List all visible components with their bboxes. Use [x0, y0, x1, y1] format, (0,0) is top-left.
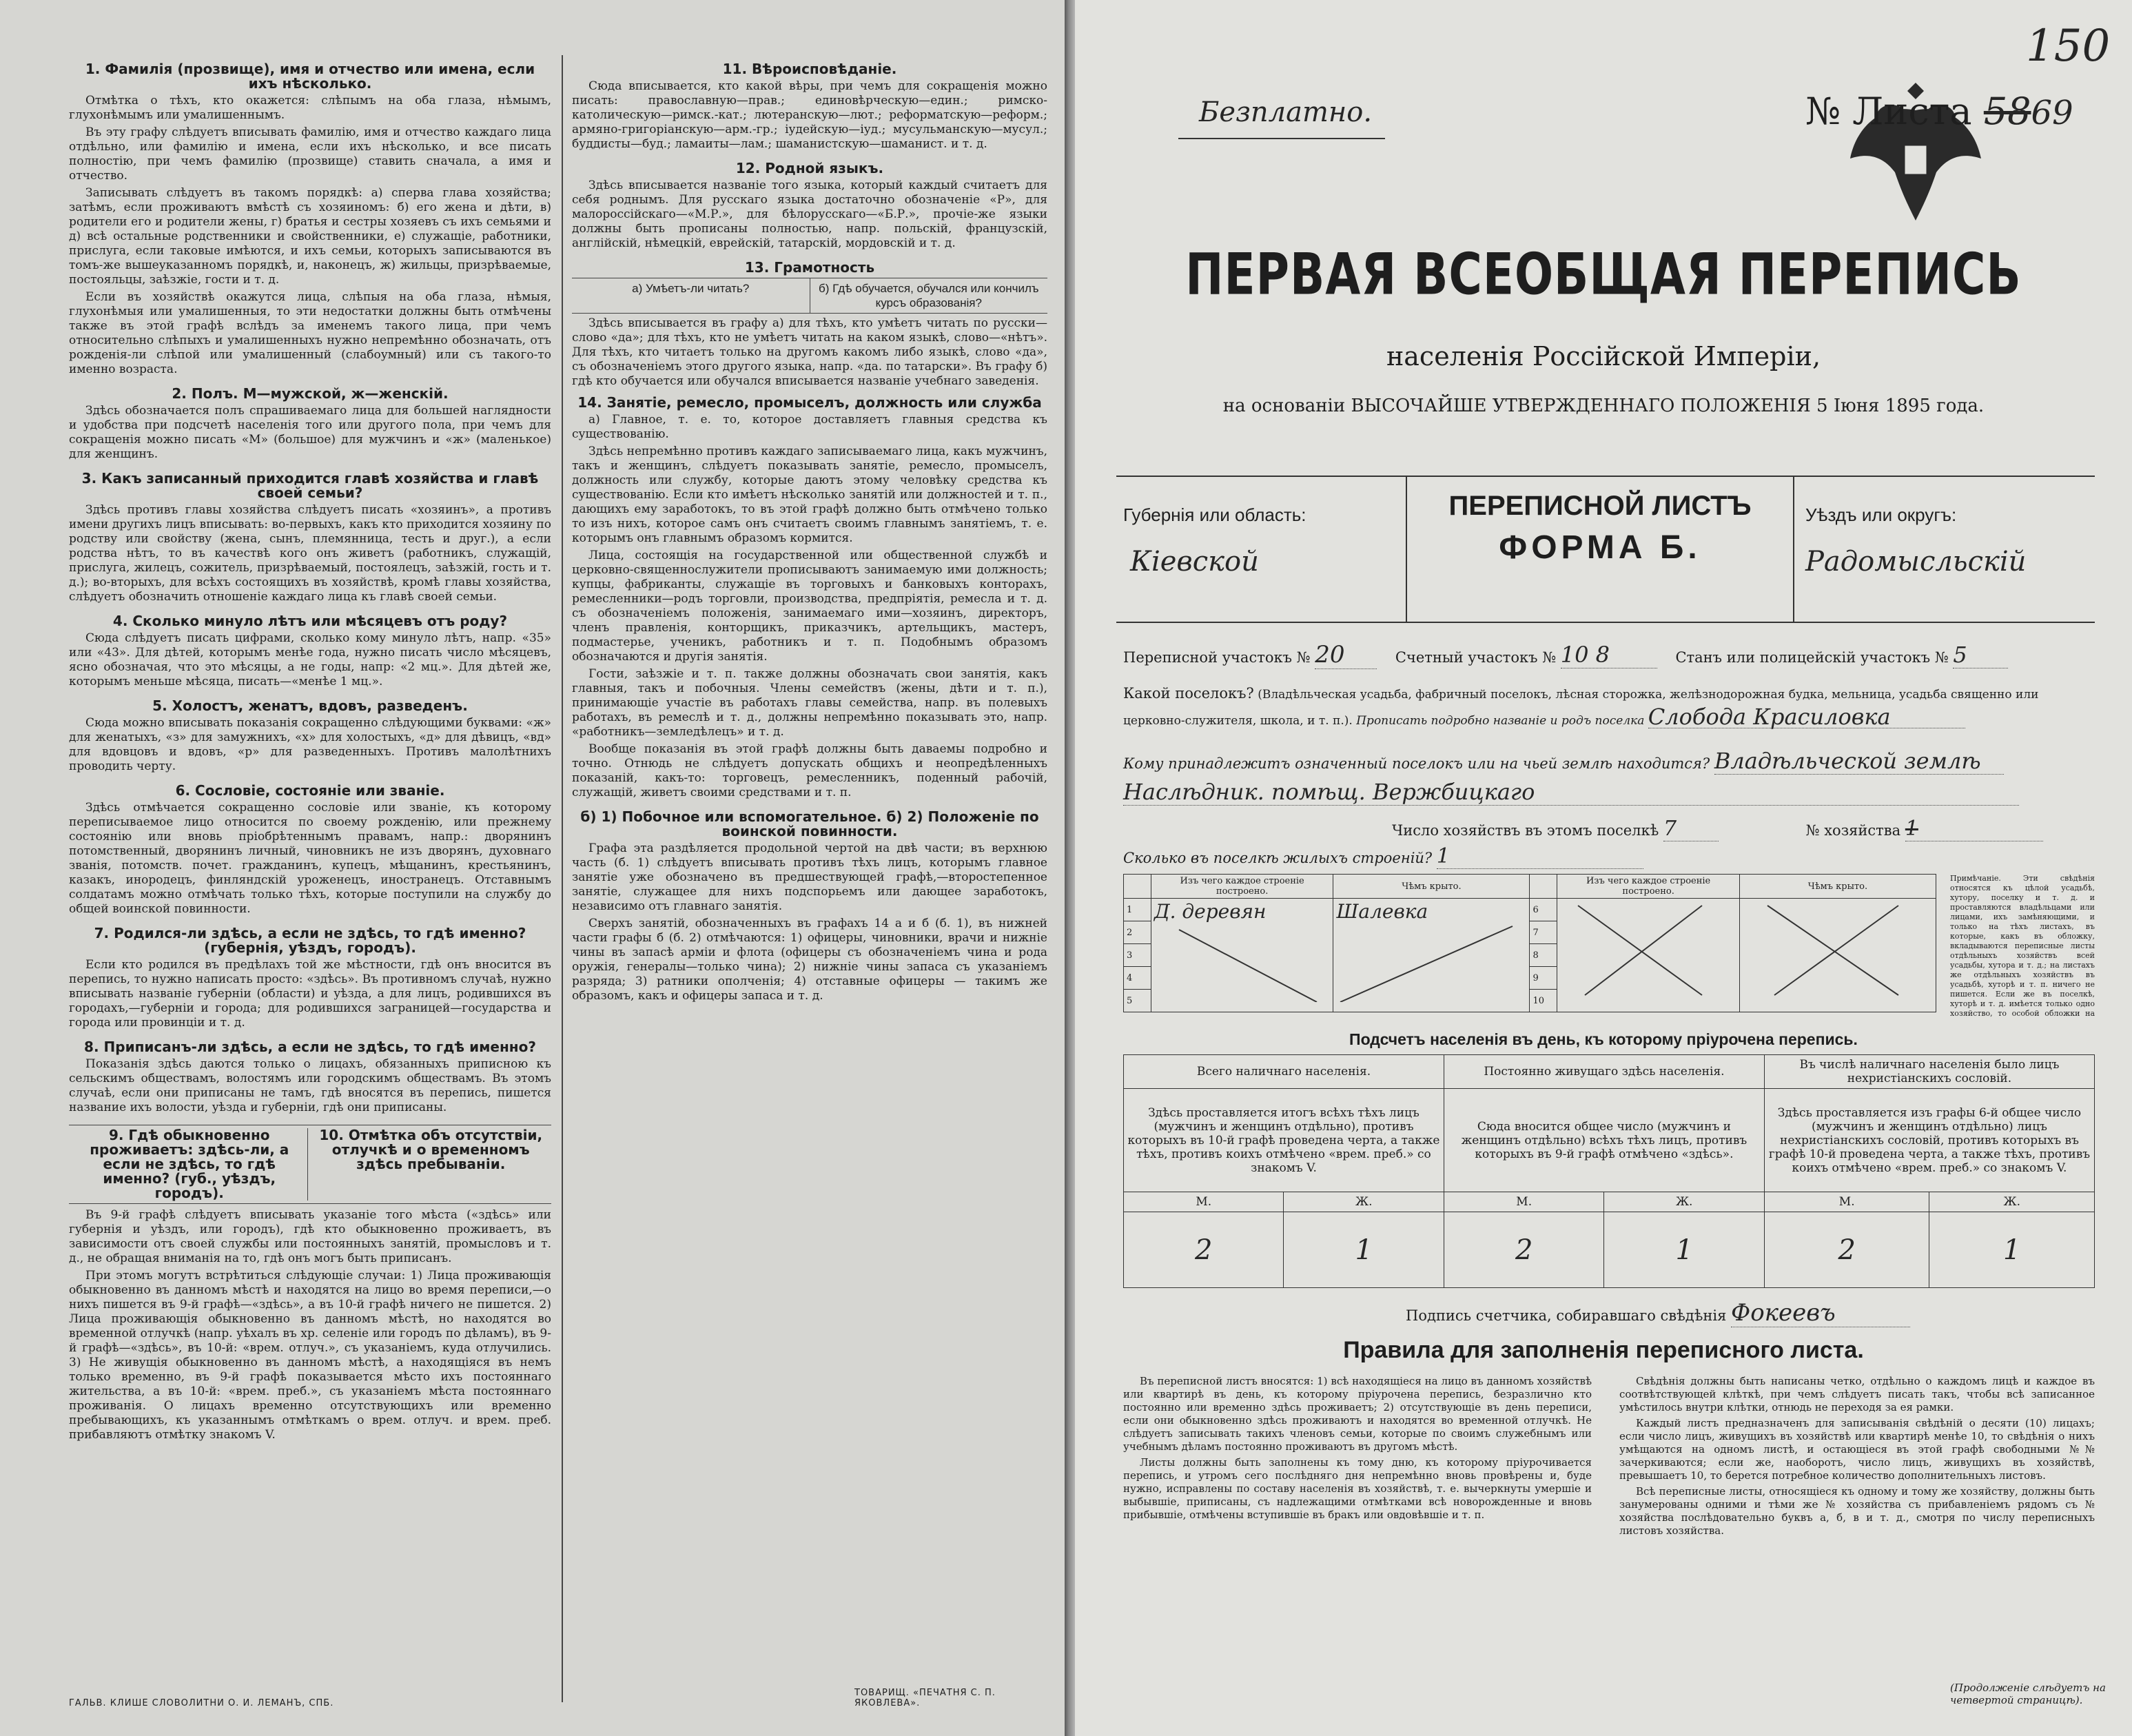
instruction-paragraph: Графа эта раздѣляется продольной чертой на двѣ части; въ верхнюю часть (б. 1) слѣдуетъ вписывать противъ тѣхъ лицъ, которымъ главное занятіе уже обозначено въ предшествующей графѣ,—второстепенное занятіе, служащее для нихъ подспорьемъ или дающее заработокъ, независимо отъ главнаго занятія.: [572, 841, 1047, 913]
row-num: 5: [1124, 990, 1151, 1012]
row-num: 7: [1530, 921, 1557, 944]
instruction-paragraph: Сюда вписывается, кто какой вѣры, при чемъ для сокращенія можно писать: православную—прав.; единовѣрческую—един.; римско-католическую—римск.-кат.; лютеранскую—лют.; реформатскую—реформ.; армяно-григоріанскую—арм.-гр.; іудейскую—іуд.; мусульманскую—мусул.; буддисты—буд.; ламаиты—лам.; шаманистскую—шаманист. и т. д.: [572, 79, 1047, 151]
population-table: [1123, 1054, 2095, 1288]
th-num-1: [1124, 875, 1151, 899]
row-num: 10: [1530, 990, 1557, 1012]
settlement-label: Какой поселокъ?: [1123, 685, 1254, 702]
owner-row: [1123, 748, 2088, 775]
material-cell: [1151, 899, 1333, 1012]
instruction-paragraph: Записывать слѣдуетъ въ такомъ порядкѣ: а) сперва глава хозяйства; затѣмъ, если проживаютъ вмѣстѣ съ хозяиномъ: б) его жена и дѣти, в) родители его и родители жены, г) братья и сестры хозяевъ съ ихъ семьями и д) всѣ остальные родственники и свойственники, е) служащіе, работники, прислуга, если таковые имѣются, и ихъ семьи, которыхъ записываются въ томъ-же вышеуказанномъ порядкѣ, и, наконецъ, ж) жильцы, призрѣваемые, постояльцы, заѣзжіе, гости и т. д.: [69, 186, 551, 287]
total-male: 2: [1124, 1212, 1284, 1288]
split-heading-b: 10. Отмѣтка объ отсутствіи, отлучкѣ и о временномъ здѣсь пребываніи.: [319, 1127, 543, 1172]
province-value: Кіевской: [1130, 546, 1259, 578]
instruction-title: 11. Вѣроисповѣданіе.: [722, 61, 897, 77]
row-num: 8: [1530, 944, 1557, 967]
imprint-left: ГАЛЬВ. КЛИШЕ СЛОВОЛИТНИ О. И. ЛЕМАНЪ, СПБ.: [69, 1698, 334, 1708]
signature-value: Фокеевъ: [1731, 1299, 1910, 1327]
roof-value: Шалевка: [1336, 900, 1428, 923]
total-female: 1: [1284, 1212, 1444, 1288]
book-gutter: [1065, 0, 1075, 1736]
instruction-title: б) 1) Побочное или вспомогательное. б) 2) Положеніе по воинской повинности.: [580, 808, 1039, 839]
instruction-paragraph: Лица, состоящія на государственной или общественной службѣ и церковно-священнослужители прописываютъ занимаемую ими должность; купцы, фабриканты, служащіе въ торговыхъ и банковыхъ конторахъ, ремесленники—родъ торговли, производства, предпріятія, ремесла и т. д. съ обозначеніемъ положенія, занимаемаго ими—хозяинъ, директоръ, членъ правленія, конторщикъ, приказчикъ, артельщикъ, мастеръ, подмастерье, ученикъ, работникъ и т. п. Подобнымъ образомъ обозначаются и другія занятія.: [572, 549, 1047, 664]
instruction-title: 8. Приписанъ-ли здѣсь, а если не здѣсь, то гдѣ именно?: [84, 1039, 536, 1055]
instruction-paragraph: Здѣсь вписывается въ графу а) для тѣхъ, кто умѣетъ читать по русски—слово «да»; для тѣхъ, кто не умѣетъ читать на каком языкѣ, слово—«нѣтъ». Для тѣхъ, кто читаетъ только на другомъ какомъ либо языкѣ, слово «да», съ обозначеніемъ этого другого языка, напр. «да. по татарски». Въ графу б) гдѣ кто обучается или обучался вписывается названіе учебнаго заведенія.: [572, 316, 1047, 388]
counting-plot-value: 10 8: [1561, 642, 1657, 668]
rules-paragraph: Листы должны быть заполнены къ тому дню, къ которому пріурочивается перепись, и утромъ сего послѣдняго дня непремѣнно вновь провѣрены и, буде нужно, исправлены по составу населенія въ хозяйствѣ, т. е. вычеркнуты умершіе и выбывшіе, приписаны, съ надлежащими отмѣтками всѣ новорожденные и вновь прибывшіе, отмѣчены вступившіе въ бракъ или овдовѣвшіе и т. п.: [1123, 1456, 1592, 1521]
owner-value: Владѣльческой землѣ: [1714, 748, 2004, 775]
instruction-paragraph: Гости, заѣзжіе и т. п. также должны обозначать свои занятія, какъ главныя, такъ и побочныя. Члены семействъ (жены, дѣти и т. п.), принимающіе участіе въ работахъ главы семейства, напр. въ полевыхъ работахъ, въ ремеслѣ и т. д., должны непремѣнно показывать это, напр. «работникъ—земледѣлецъ» и т. д.: [572, 667, 1047, 739]
household-no-label: № хозяйства: [1805, 822, 1901, 839]
th-roof-2: Чѣмъ крыто.: [1739, 875, 1936, 899]
row-num: 3: [1124, 944, 1151, 967]
row-num: 2: [1124, 921, 1151, 944]
pop-head-2: Постоянно живущаго здѣсь населенія.: [1444, 1055, 1764, 1089]
instruction-title: 3. Какъ записанный приходится главѣ хозяйства и главѣ своей семьи?: [81, 470, 539, 501]
th-material-1: Изъ чего каждое строеніе построено.: [1151, 875, 1333, 899]
split-heading: [69, 1125, 551, 1204]
continued-note: (Продолженіе слѣдуетъ на четвертой страницѣ).: [1950, 1682, 2106, 1706]
instruction-paragraph: Здѣсь вписывается названіе того языка, который каждый считаетъ для себя роднымъ. Для русскаго языка достаточно обозначеніе «Р», для малороссійскаго—«М.Р.», для бѣлорусскаго—«Б.Р.», прочіе-же языки должны быть прописаны полностью, напр. польскій, французскій, англійскій, нѣмецкій, еврейскій, татарскій, мордовскій и т. д.: [572, 178, 1047, 250]
th-roof-1: Чѣмъ крыто.: [1333, 875, 1530, 899]
instruction-paragraph: При этомъ могутъ встрѣтиться слѣдующіе случаи: 1) Лица проживающія обыкновенно въ данномъ мѣстѣ и находятся на лицо во время переписи,—о нихъ пишется въ 9-й графѣ—«здѣсь», а въ 10-й графѣ ничего не пишется. 2) Лица проживающія обыкновенно въ данномъ мѣстѣ, но находятся во временной отлучкѣ (напр. уѣхалъ въ хр. селеніе или городъ по дѣламъ), въ 9-й графѣ—«здѣсь», въ 10-й: «врем. отлуч.», съ указаніемъ, куда отлучились. 3) Не живущія обыкновенно въ данномъ мѣстѣ, а находящіяся въ немъ только временно, въ 9-й графѣ показывается мѣсто ихъ постояннаго жительства, а въ 10-й: «врем. преб.», съ указаніемъ мѣста постояннаго проживанія. О лицахъ временно отсутствующихъ или временно пребывающихъ, къ указаннымъ отмѣткамъ о врем. отлуч. и врем. преб. прибавляютъ отмѣтку знакомъ V.: [69, 1269, 551, 1442]
rules-title: Правила для заполненія переписного листа.: [1343, 1337, 1864, 1363]
buildings-table: [1123, 874, 1936, 1012]
instruction-paragraph: Здѣсь отмѣчается сокращенно сословіе или званіе, къ которому переписываемое лицо относится по своему рожденію, или прежнему состоянію или вновь пріобрѣтеннымъ правамъ, напр.: дворянинъ потомственный, дворянинъ личный, чиновникъ не изъ дворянъ, духовнаго званія, потомств. почет. гражданинъ, купецъ, мѣщанинъ, крестьянинъ, казакъ, инородецъ, финляндскій уроженецъ, иностранецъ. Отставнымъ солдатамъ можно отмѣчать только тѣхъ, которые поступили на службу до общей воинской повинности.: [69, 801, 551, 916]
settlement-value: Слобода Красиловка: [1648, 706, 1965, 728]
signature-row: [1406, 1299, 1910, 1327]
th-material-2: Изъ чего каждое строеніе построено.: [1557, 875, 1740, 899]
instruction-title: 13. Грамотность: [744, 259, 875, 276]
buildings-label: Сколько въ поселкѣ жилыхъ строеній?: [1123, 850, 1433, 866]
pop-head-1: Всего наличнаго населенія.: [1124, 1055, 1444, 1089]
pop-head-3: Въ числѣ наличнаго населенія было лицъ нехристіанскихъ сословій.: [1764, 1055, 2094, 1089]
instruction-item: [69, 471, 551, 604]
strike-cross-icon: [1333, 899, 1519, 1002]
instruction-item: [572, 62, 1047, 152]
row-num: 9: [1530, 967, 1557, 990]
right-page: [1075, 0, 2132, 1736]
buildings-row: [1123, 844, 1643, 869]
owner-value-2: Наслѣдник. помѣщ. Вержбицкаго: [1123, 779, 2019, 806]
plot-row: [1123, 641, 2008, 669]
page-subtitle: населенія Россійской Имперіи,: [1386, 341, 1821, 371]
owner-row-2: [1123, 779, 2088, 806]
instruction-paragraph: Въ эту графу слѣдуетъ вписывать фамилію, имя и отчество каждаго лица отдѣльно, или фамилію и имена, если ихъ нѣсколько, и все писать полностію, при чемъ фамилію (прозвище) ставить сначала, а имя и отчество.: [69, 125, 551, 183]
form-title: ПЕРЕПИСНОЙ ЛИСТЪ: [1448, 491, 1752, 521]
resident-male: 2: [1444, 1212, 1603, 1288]
district-label: Уѣздъ или округъ:: [1805, 504, 1957, 525]
stan-label: Станъ или полицейскій участокъ №: [1675, 649, 1949, 666]
district-box: [1798, 477, 2095, 622]
imprint-right: ТОВАРИЩ. «ПЕЧАТНЯ С. П. ЯКОВЛЕВА».: [854, 1688, 996, 1708]
instruction-title: 1. Фамилія (прозвище), имя и отчество или имена, если ихъ нѣсколько.: [85, 61, 535, 92]
strike-cross-icon: [1151, 899, 1324, 1002]
form-title-box: [1406, 477, 1794, 622]
grammar-split: [572, 278, 1047, 314]
instruction-item: [69, 926, 551, 1030]
instruction-paragraph: Сюда можно вписывать показанія сокращенно слѣдующими буквами: «ж» для женатыхъ, «з» для замужнихъ, «х» для холостыхъ, «д» для дѣвицъ, «вд» для вдовцовъ и вдовъ, «р» для разведенныхъ. Противъ малолѣтнихъ проводить черту.: [69, 716, 551, 773]
nonchristian-female: 1: [1929, 1212, 2095, 1288]
instruction-paragraph: Показанія здѣсь даются только о лицахъ, обязанныхъ приписною къ сельскимъ обществамъ, волостямъ или городскимъ обществамъ. Въ этомъ случаѣ, если они приписаны не тамъ, гдѣ вносятся въ перепись, пишется название ихъ волости, уѣзда и губерніи, гдѣ они приписаны.: [69, 1057, 551, 1114]
sheet-new-value: 69: [2031, 94, 2073, 132]
instruction-title: 6. Сословіе, состояніе или званіе.: [175, 782, 445, 799]
roof-cell-2: [1739, 899, 1936, 1012]
pop-desc-3: Здѣсь проставляется изъ графы 6-й общее число (мужчинъ и женщинъ отдѣльно) лицъ нехристіанскихъ сословій, противъ которыхъ въ графѣ 10-й проведена черта, а также тѣхъ, противъ коихъ отмѣчено «врем. преб.» со знакомъ V.: [1764, 1089, 2094, 1192]
row-num: 1: [1124, 899, 1151, 921]
rules-left-column: [1123, 1375, 1592, 1678]
province-label: Губернія или область:: [1123, 504, 1306, 525]
settlement-row: [1123, 682, 2088, 732]
province-box: [1116, 477, 1406, 622]
table-row: [1124, 899, 1936, 921]
m-label: М.: [1764, 1192, 1929, 1212]
instruction-paragraph: Сверхъ занятій, обозначенныхъ въ графахъ 14 а и б (б. 1), въ нижней части графы б (б. 2) отмѣчаются: 1) офицеры, чиновники, врачи и нижніе чины въ запасѣ арміи и флота (офицеры съ обозначеніемъ чина и рода оружія, генералы—только чина); 2) нижніе чины запаса съ указаніемъ разряда; 3) ратники ополченія; 4) отставные офицеры — такимъ же образомъ, какъ и офицеры запаса и т. д.: [572, 917, 1047, 1003]
buildings-value: 1: [1437, 844, 1643, 869]
signature-label: Подпись счетчика, собиравшаго свѣдѣнія: [1406, 1307, 1727, 1324]
instruction-item: [69, 614, 551, 689]
pop-desc-1: Здѣсь проставляется итогъ всѣхъ тѣхъ лицъ (мужчинъ и женщинъ отдѣльно), противъ которыхъ въ 10-й графѣ проведена черта, а также тѣхъ, противъ коихъ отмѣчено «врем. преб.» со знакомъ V.: [1124, 1089, 1444, 1192]
instructions-column-1: [69, 55, 551, 1695]
households-label: Число хозяйствъ въ этомъ поселкѣ: [1392, 822, 1659, 839]
material-cell-2: [1557, 899, 1740, 1012]
instruction-paragraph: Въ 9-й графѣ слѣдуетъ вписывать указаніе того мѣста («здѣсь» или губернія и уѣздъ, или городъ), гдѣ кто обыкновенно проживаетъ, въ зависимости отъ своей службы или постоянныхъ занятій, промысловъ и т. д., не обращая вниманія на то, гдѣ онъ могъ быть приписанъ.: [69, 1208, 551, 1265]
instruction-item: [69, 1040, 551, 1115]
census-plot-label: Переписной участокъ №: [1123, 649, 1311, 666]
resident-female: 1: [1604, 1212, 1764, 1288]
instruction-title: 2. Полъ. М—мужской, ж—женскій.: [172, 385, 449, 402]
instruction-paragraph: а) Главное, т. е. то, которое доставляетъ главныя средства къ существованію.: [572, 413, 1047, 441]
sheet-number: [1805, 90, 2073, 133]
instruction-paragraph: Здѣсь обозначается полъ спрашиваемаго лица для большей наглядности и удобства при подсчетѣ населенія того или другого пола, при чемъ для сокращенія можно писать «М» (большое) для мужчинъ и «ж» (маленькое) для женщинъ.: [69, 404, 551, 461]
sheet-old-value: 58: [1983, 90, 2031, 133]
m-label: М.: [1444, 1192, 1603, 1212]
rules-right-column: [1619, 1375, 2095, 1671]
instruction-title: 14. Занятіе, ремесло, промыселъ, должность или служба: [577, 394, 1042, 411]
owner-label: Кому принадлежитъ означенный поселокъ или на чьей землѣ находится?: [1123, 755, 1710, 772]
counting-plot-label: Счетный участокъ №: [1395, 649, 1557, 666]
corner-number: 150: [2026, 21, 2111, 72]
rules-paragraph: Свѣдѣнія должны быть написаны четко, отдѣльно о каждомъ лицѣ и каждое въ соотвѣтствующей клѣткѣ, при чемъ слѣдуетъ писать такъ, чтобы всѣ записанное умѣстилось внутри клѣтки, отнюдь не переходя за ея рамки.: [1619, 1375, 2095, 1413]
instruction-title: 7. Родился-ли здѣсь, а если не здѣсь, то гдѣ именно? (губернія, уѣздъ, городъ).: [94, 925, 526, 956]
rules-paragraph: Каждый листъ предназначенъ для записыванія свѣдѣній о десяти (10) лицахъ; если число лицъ, живущихъ въ хозяйствѣ или квартирѣ менѣе 10, то свѣдѣнія о нихъ умѣщаются на одномъ листѣ, и остающіеся въ этой графѣ свободными №№ зачеркиваются; если же, наоборотъ, число лицъ, живущихъ въ хозяйствѣ, превышаетъ 10, то берется потребное количество дополнительныхъ листовъ.: [1619, 1417, 2095, 1482]
instruction-title: 4. Сколько минуло лѣтъ или мѣсяцевъ отъ роду?: [112, 613, 508, 629]
instruction-paragraph: Вообще показанія въ этой графѣ должны быть даваемы подробно и точно. Отнюдь не слѣдуетъ допускать общихъ и неопредѣленныхъ показаній, какъ-то: торговецъ, ремесленникъ, поденный рабочій, служащій, живетъ своими средствами и т. п.: [572, 742, 1047, 799]
instruction-item: [69, 387, 551, 462]
instruction-paragraph: Сюда слѣдуетъ писать цифрами, сколько кому минуло лѣтъ, напр. «35» или «43». Для дѣтей, которымъ менѣе года, нужно писать число мѣсяцевъ, ясно обозначая, что это мѣсяцы, а не годы, напр: «2 мц.». Для дѣтей же, которымъ меньше мѣсяца, писать—«менѣе 1 мц.».: [69, 631, 551, 688]
strike-cross-icon: [1740, 899, 1926, 1002]
free-label: Безплатно.: [1199, 96, 1373, 128]
household-no-value: 1: [1905, 817, 2043, 841]
left-page: [0, 0, 1065, 1736]
th-num-2: [1530, 875, 1557, 899]
instruction-paragraph: Здѣсь непремѣнно противъ каждаго записываемаго лица, какъ мужчинъ, такъ и женщинъ, слѣдуетъ показывать занятіе, ремесло, промыселъ, должность или службу, которые даютъ этому человѣку средства къ существованію. Если кто имѣетъ нѣсколько занятій или должностей и т. п., дающихъ ему заработокъ, то въ этой графѣ должно быть отмѣчено только то изъ нихъ, которое самъ онъ считаетъ своимъ главнымъ занятіемъ, т. е. которымъ онъ главнымъ образомъ кормится.: [572, 445, 1047, 545]
households-value: 7: [1663, 817, 1719, 841]
free-box: [1178, 96, 1385, 139]
district-value: Радомысльскій: [1805, 546, 2027, 578]
grammar-a: а) Умѣетъ-ли читать?: [572, 278, 810, 313]
form-header: [1116, 476, 2095, 623]
sheet-label: № Листа: [1805, 90, 1972, 133]
instruction-paragraph: Отмѣтка о тѣхъ, кто окажется: слѣпымъ на оба глаза, нѣмымъ, глухонѣмымъ или умалишеннымъ.: [69, 94, 551, 122]
f-label: Ж.: [1284, 1192, 1444, 1212]
page-basis: на основаніи ВЫСОЧАЙШЕ УТВЕРЖДЕННАГО ПОЛОЖЕНІЯ 5 Іюня 1895 года.: [1222, 396, 1985, 416]
instruction-item: [69, 784, 551, 917]
instruction-title: 5. Холостъ, женатъ, вдовъ, разведенъ.: [152, 697, 468, 714]
instructions-column-2: [572, 55, 1047, 1613]
instruction-paragraph: Если кто родился въ предѣлахъ той же мѣстности, гдѣ онъ вносится въ перепись, то нужно написать просто: «здѣсь». Въ противномъ случаѣ, нужно вписывать названіе губерніи (области) и уѣзда, а для лицъ, родившихся въ городахъ,—губерніи и города; для родившихся заграницей—государства и города или провинціи и т. д.: [69, 958, 551, 1030]
split-heading-a: 9. Гдѣ обыкновенно проживаетъ: здѣсь-ли, а если не здѣсь, то гдѣ именно? (губ., уѣздъ, городъ).: [72, 1128, 308, 1201]
strike-cross-icon: [1557, 899, 1730, 1002]
row-num: 6: [1530, 899, 1557, 921]
instruction-paragraph: Если въ хозяйствѣ окажутся лица, слѣпыя на оба глаза, нѣмыя, глухонѣмыя или умалишенныя, то эти недостатки должны быть отмѣчены также въ этой графѣ вслѣдъ за именемъ такого лица, при чемъ относительно слѣпыхъ и умалишенныхъ нужно непремѣнно обозначать, отъ рожденія-ли слѣпой или умалишенный (слабоумный) или съ такого-то именно возраста.: [69, 290, 551, 376]
f-label: Ж.: [1604, 1192, 1764, 1212]
population-title: Подсчетъ населенія въ день, къ которому пріурочена перепись.: [1349, 1030, 1858, 1048]
buildings-note: Примѣчаніе. Эти свѣдѣнія относятся къ цѣлой усадьбѣ, хутору, поселку и т. д. и проставляются владѣльцами или лицами, ихъ замѣняющими, и только на тѣхъ листахъ, въ которые, какъ въ обложку, вкладываются переписные листы отдѣльныхъ хозяйствъ всей усадьбы, хутора и т. д.; на листахъ же отдѣльныхъ хозяйствъ въ усадьбѣ, хуторѣ и т. п. ничего не пишется. Если же въ поселкѣ, хуторѣ и т. д. имѣется только одно хозяйство, то особой обложки на: [1950, 874, 2095, 1018]
row-num: 4: [1124, 967, 1151, 990]
rules-paragraph: Всѣ переписные листы, относящіеся къ одному и тому же хозяйству, должны быть занумерованы одними и тѣми же № хозяйства съ прибавленіемъ рядомъ съ № хозяйства послѣдовательно буквъ а, б, в и т. д., смотря по числу переписныхъ листовъ хозяйства.: [1619, 1485, 2095, 1537]
stan-value: 5: [1953, 642, 2008, 668]
households-row: [1392, 817, 2043, 841]
settlement-hint: (Владѣльческая усадьба, фабричный поселокъ, лѣсная сторожка, желѣзнодорожная будка, мельница, усадьба священно или церковно-служителя, школа, и т. п.).: [1123, 688, 2039, 728]
rules-paragraph: Въ переписной листъ вносятся: 1) всѣ находящіеся на лицо въ данномъ хозяйствѣ или квартирѣ въ день, къ которому пріурочена перепись, безразлично кто постоянно или временно здѣсь проживаетъ; 2) отсутствующіе въ день переписи, если они обыкновенно здѣсь проживаютъ и находятся во временной отлучкѣ. Не слѣдуетъ записывать такихъ членовъ семьи, которые по своимъ служебнымъ или учебнымъ дѣламъ постоянно проживаютъ въ другомъ мѣстѣ.: [1123, 1375, 1592, 1453]
instruction-title: 12. Родной языкъ.: [735, 160, 884, 176]
instruction-item: [572, 161, 1047, 251]
nonchristian-male: 2: [1764, 1212, 1929, 1288]
instruction-item: [572, 810, 1047, 1003]
m-label: М.: [1124, 1192, 1284, 1212]
instruction-item: [69, 699, 551, 774]
roof-cell: [1333, 899, 1530, 1012]
instruction-item: [69, 62, 551, 377]
material-value: Д. деревян: [1154, 900, 1267, 923]
settlement-hint-2: Прописать подробно названіе и родъ поселка: [1356, 714, 1645, 728]
pop-desc-2: Сюда вносится общее число (мужчинъ и женщинъ отдѣльно) всѣхъ тѣхъ лицъ, противъ которыхъ въ 9-й графѣ отмѣчено «здѣсь».: [1444, 1089, 1764, 1192]
grammar-block: [572, 261, 1047, 389]
instruction-item: [572, 396, 1047, 800]
f-label: Ж.: [1929, 1192, 2095, 1212]
page-title: ПЕРВАЯ ВСЕОБЩАЯ ПЕРЕПИСЬ: [1185, 241, 2022, 308]
form-subtitle: ФОРМА Б.: [1499, 529, 1701, 566]
column-divider: [562, 55, 563, 1702]
census-plot-value: 20: [1315, 641, 1377, 669]
grammar-b: б) Гдѣ обучается, обучался или кончилъ курсъ образованія?: [819, 282, 1039, 309]
instruction-paragraph: Здѣсь противъ главы хозяйства слѣдуетъ писать «хозяинъ», а противъ имени другихъ лицъ вписывать: во-первыхъ, какъ кто приходится хозяину по родству или свойству (жена, сынъ, племянница, тесть и друг.), а если родства нѣтъ, то въ качествѣ кого онъ живетъ (работникъ, служащій, прислуга, жилецъ, сожитель, призрѣваемый, постоялецъ, заѣзжій, гость и т. д.); во-вторыхъ, для всѣхъ состоящихъ въ хозяйствѣ, кромѣ главы хозяйства, слѣдуетъ обозначить отношеніе каждаго лица къ главѣ своей семьи.: [69, 503, 551, 604]
